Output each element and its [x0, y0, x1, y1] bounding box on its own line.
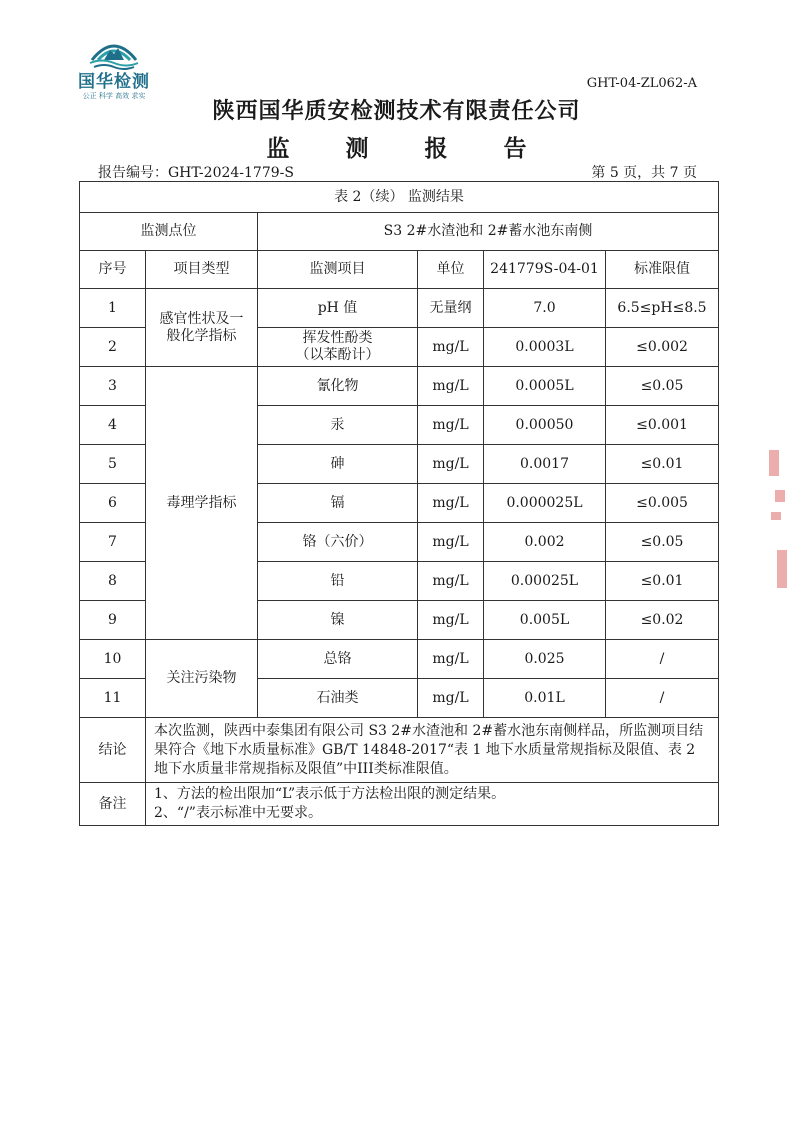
- logo-name: 国华检测: [78, 72, 150, 92]
- row-unit: mg/L: [418, 484, 484, 523]
- report-title: 监 测 报 告: [266, 136, 551, 162]
- row-result: 0.025: [484, 640, 606, 679]
- row-result: 0.0005L: [484, 367, 606, 406]
- col-header-limit: 标准限值: [606, 251, 719, 289]
- row-item: 石油类: [258, 679, 418, 718]
- site-value: S3 2#水渣池和 2#蓄水池东南侧: [258, 213, 719, 251]
- row-unit: mg/L: [418, 406, 484, 445]
- row-no: 1: [80, 289, 146, 328]
- row-no: 5: [80, 445, 146, 484]
- row-no: 9: [80, 601, 146, 640]
- col-header-type: 项目类型: [146, 251, 258, 289]
- row-limit: ≤0.01: [606, 445, 719, 484]
- row-limit: ≤0.05: [606, 523, 719, 562]
- logo-emblem-icon: [84, 30, 144, 70]
- row-unit: mg/L: [418, 601, 484, 640]
- row-limit: ≤0.005: [606, 484, 719, 523]
- row-result: 0.002: [484, 523, 606, 562]
- group-concern-pollutants: 关注污染物: [146, 640, 258, 718]
- row-result: 0.0003L: [484, 328, 606, 367]
- header-row: [80, 251, 719, 289]
- row-item: 铬（六价）: [258, 523, 418, 562]
- row-result: 0.01L: [484, 679, 606, 718]
- row-limit: ≤0.001: [606, 406, 719, 445]
- row-limit: ≤0.02: [606, 601, 719, 640]
- row-item: 总铬: [258, 640, 418, 679]
- row-no: 2: [80, 328, 146, 367]
- logo-slogan: 公正 科学 高效 求实: [82, 92, 146, 100]
- row-no: 11: [80, 679, 146, 718]
- group-toxicology: 毒理学指标: [146, 367, 258, 640]
- row-item: 镍: [258, 601, 418, 640]
- table-caption: 表 2（续） 监测结果: [80, 182, 719, 213]
- row-unit: mg/L: [418, 367, 484, 406]
- conclusion-label: 结论: [80, 718, 146, 783]
- row-item: 铅: [258, 562, 418, 601]
- col-header-item: 监测项目: [258, 251, 418, 289]
- results-table: [79, 181, 719, 826]
- row-limit: /: [606, 640, 719, 679]
- site-label: 监测点位: [80, 213, 258, 251]
- group-general-chemistry: 感官性状及一般化学指标: [146, 289, 258, 367]
- remark-line: 2、“/”表示标准中无要求。: [154, 805, 322, 821]
- report-number: 报告编号：GHT-2024-1779-S: [98, 165, 294, 181]
- row-no: 4: [80, 406, 146, 445]
- row-no: 6: [80, 484, 146, 523]
- page-info: 第 5 页，共 7 页: [591, 165, 697, 181]
- remark-text: [146, 783, 719, 826]
- conclusion-text: 本次监测，陕西中泰集团有限公司 S3 2#水渣池和 2#蓄水池东南侧样品，所监测项目结果符合《地下水质量标准》GB/T 14848-2017“表 1 地下水质量常规指标及限值、表 2 地下水质量非常规指标及限值”中III类标准限值。: [146, 718, 719, 783]
- row-no: 8: [80, 562, 146, 601]
- row-no: 7: [80, 523, 146, 562]
- row-result: 0.005L: [484, 601, 606, 640]
- site-row: [80, 213, 719, 251]
- seam-stamp-fragment: [765, 450, 791, 610]
- row-result: 0.00025L: [484, 562, 606, 601]
- row-result: 7.0: [484, 289, 606, 328]
- row-limit: ≤0.002: [606, 328, 719, 367]
- table-row: [80, 367, 719, 406]
- row-result: 0.00050: [484, 406, 606, 445]
- row-item: 氰化物: [258, 367, 418, 406]
- row-unit: mg/L: [418, 640, 484, 679]
- row-no: 3: [80, 367, 146, 406]
- table-row: [80, 640, 719, 679]
- table-caption-row: [80, 182, 719, 213]
- col-header-sample: 241779S-04-01: [484, 251, 606, 289]
- row-item: 镉: [258, 484, 418, 523]
- remark-row: [80, 783, 719, 826]
- company-logo: [70, 30, 158, 101]
- row-limit: ≤0.05: [606, 367, 719, 406]
- row-item: 挥发性酚类（以苯酚计）: [258, 328, 418, 367]
- row-item: 砷: [258, 445, 418, 484]
- remark-label: 备注: [80, 783, 146, 826]
- col-header-unit: 单位: [418, 251, 484, 289]
- row-result: 0.0017: [484, 445, 606, 484]
- row-unit: mg/L: [418, 445, 484, 484]
- row-item: pH 值: [258, 289, 418, 328]
- row-unit: mg/L: [418, 328, 484, 367]
- row-limit: ≤0.01: [606, 562, 719, 601]
- row-unit: mg/L: [418, 679, 484, 718]
- col-header-no: 序号: [80, 251, 146, 289]
- remark-line: 1、方法的检出限加“L”表示低于方法检出限的测定结果。: [154, 786, 506, 802]
- conclusion-row: [80, 718, 719, 783]
- company-name: 陕西国华质安检测技术有限责任公司: [212, 99, 581, 124]
- row-item: 汞: [258, 406, 418, 445]
- row-unit: 无量纲: [418, 289, 484, 328]
- row-no: 10: [80, 640, 146, 679]
- row-unit: mg/L: [418, 523, 484, 562]
- row-limit: 6.5≤pH≤8.5: [606, 289, 719, 328]
- row-result: 0.000025L: [484, 484, 606, 523]
- document-code: GHT-04-ZL062-A: [586, 76, 697, 91]
- table-row: [80, 289, 719, 328]
- row-unit: mg/L: [418, 562, 484, 601]
- row-limit: /: [606, 679, 719, 718]
